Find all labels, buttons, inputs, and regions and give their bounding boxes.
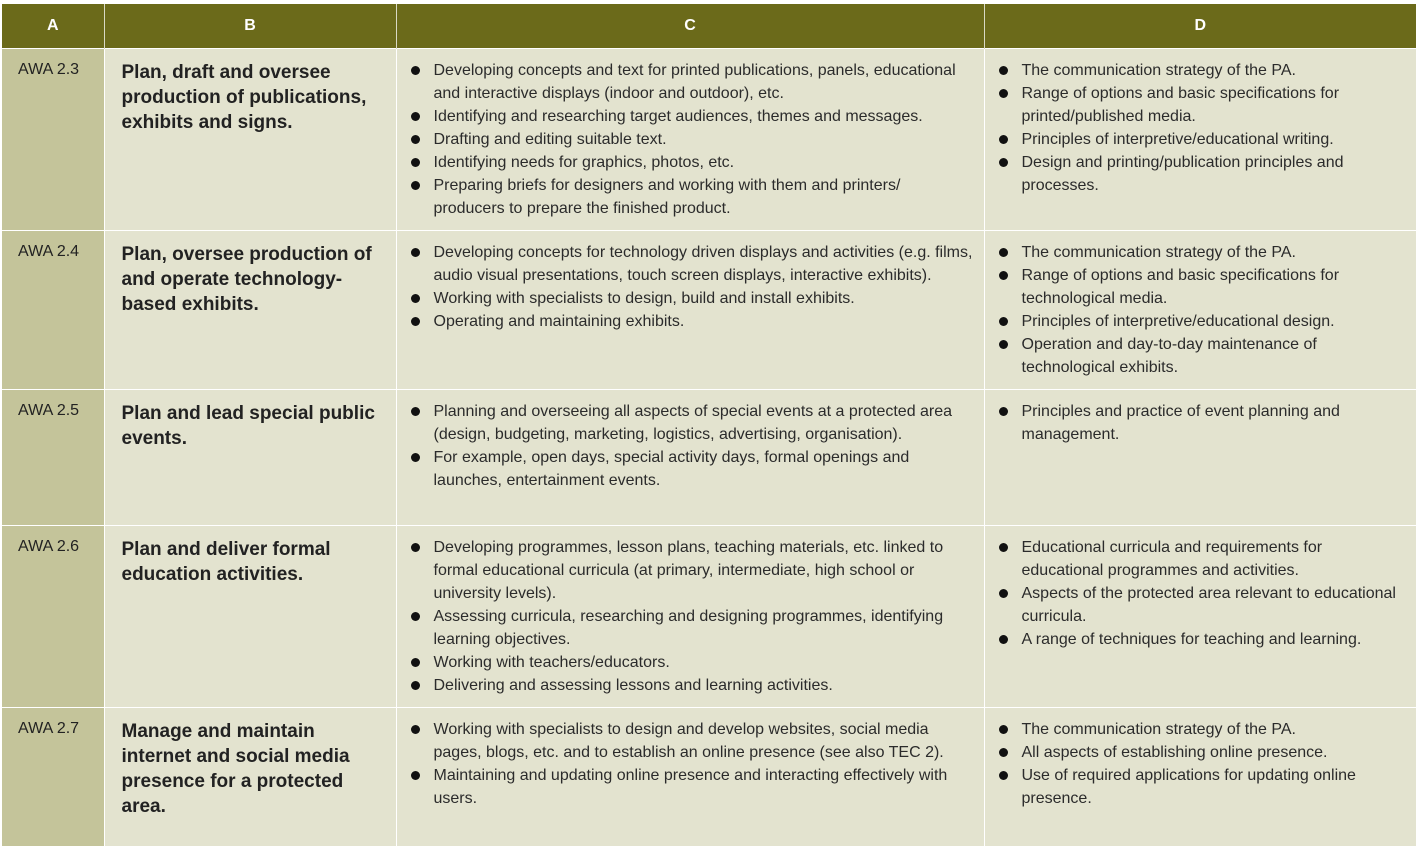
bullet-icon <box>411 181 420 190</box>
bullet-icon <box>999 635 1008 644</box>
bullet-icon <box>411 317 420 326</box>
activities-cell <box>396 49 984 231</box>
list-item: Maintaining and updating online presence and interacting effectively with users. <box>411 764 976 810</box>
row-code: AWA 2.5 <box>2 390 104 526</box>
row-title: Plan, oversee production of and operate technology-based exhibits. <box>104 231 396 390</box>
bullet-icon <box>411 158 420 167</box>
list-item: Developing programmes, lesson plans, teaching materials, etc. linked to formal educational curricula (at primary, intermediate, high school or university levels). <box>411 536 976 605</box>
knowledge-list <box>999 400 1409 446</box>
list-item: Assessing curricula, researching and designing programmes, identifying learning objectives. <box>411 605 976 651</box>
list-item: Design and printing/publication principles and processes. <box>999 151 1409 197</box>
list-item: Educational curricula and requirements for educational programmes and activities. <box>999 536 1409 582</box>
bullet-icon <box>999 748 1008 757</box>
header-col-c: C <box>396 4 984 49</box>
bullet-icon <box>999 407 1008 416</box>
bullet-icon <box>411 135 420 144</box>
bullet-icon <box>411 681 420 690</box>
knowledge-list <box>999 241 1409 379</box>
row-code: AWA 2.6 <box>2 526 104 708</box>
list-item: The communication strategy of the PA. <box>999 241 1409 264</box>
activities-cell <box>396 526 984 708</box>
list-item: All aspects of establishing online presence. <box>999 741 1409 764</box>
bullet-icon <box>999 589 1008 598</box>
list-item: Principles and practice of event planning and management. <box>999 400 1409 446</box>
bullet-icon <box>411 294 420 303</box>
knowledge-list <box>999 59 1409 197</box>
bullet-icon <box>411 612 420 621</box>
list-item: Use of required applications for updating online presence. <box>999 764 1409 810</box>
bullet-icon <box>999 248 1008 257</box>
knowledge-list <box>999 536 1409 651</box>
bullet-icon <box>999 543 1008 552</box>
list-item: Range of options and basic specifications for technological media. <box>999 264 1409 310</box>
list-item: Working with specialists to design and develop websites, social media pages, blogs, etc. and to establish an online presence (see also TEC 2). <box>411 718 976 764</box>
list-item: Drafting and editing suitable text. <box>411 128 976 151</box>
table-row <box>2 708 1416 846</box>
activities-list <box>411 536 976 697</box>
bullet-icon <box>411 771 420 780</box>
bullet-icon <box>999 158 1008 167</box>
bullet-icon <box>999 135 1008 144</box>
bullet-icon <box>411 112 420 121</box>
bullet-icon <box>999 66 1008 75</box>
activities-cell <box>396 708 984 846</box>
bullet-icon <box>411 248 420 257</box>
knowledge-list <box>999 718 1409 810</box>
row-title: Manage and maintain internet and social media presence for a protected area. <box>104 708 396 846</box>
bullet-icon <box>411 658 420 667</box>
list-item: Principles of interpretive/educational design. <box>999 310 1409 333</box>
knowledge-cell <box>984 49 1416 231</box>
bullet-icon <box>411 453 420 462</box>
table-body <box>2 49 1416 846</box>
list-item: Aspects of the protected area relevant to educational curricula. <box>999 582 1409 628</box>
list-item: Identifying and researching target audiences, themes and messages. <box>411 105 976 128</box>
header-col-b: B <box>104 4 396 49</box>
header-col-d: D <box>984 4 1416 49</box>
table-row <box>2 231 1416 390</box>
bullet-icon <box>999 340 1008 349</box>
bullet-icon <box>999 725 1008 734</box>
bullet-icon <box>411 407 420 416</box>
competency-table <box>2 4 1416 846</box>
list-item: Working with teachers/educators. <box>411 651 976 674</box>
list-item: Operating and maintaining exhibits. <box>411 310 976 333</box>
row-title: Plan, draft and oversee production of publications, exhibits and signs. <box>104 49 396 231</box>
bullet-icon <box>999 317 1008 326</box>
activities-list <box>411 400 976 492</box>
row-title: Plan and deliver formal education activities. <box>104 526 396 708</box>
activities-cell <box>396 231 984 390</box>
list-item: Identifying needs for graphics, photos, etc. <box>411 151 976 174</box>
knowledge-cell <box>984 390 1416 526</box>
table-row <box>2 526 1416 708</box>
list-item: Operation and day-to-day maintenance of technological exhibits. <box>999 333 1409 379</box>
list-item: Developing concepts and text for printed publications, panels, educational and interactive displays (indoor and outdoor), etc. <box>411 59 976 105</box>
list-item: Delivering and assessing lessons and learning activities. <box>411 674 976 697</box>
list-item: Principles of interpretive/educational writing. <box>999 128 1409 151</box>
row-code: AWA 2.7 <box>2 708 104 846</box>
knowledge-cell <box>984 708 1416 846</box>
activities-list <box>411 718 976 810</box>
bullet-icon <box>999 271 1008 280</box>
bullet-icon <box>411 725 420 734</box>
row-title: Plan and lead special public events. <box>104 390 396 526</box>
table-header <box>2 4 1416 49</box>
list-item: Preparing briefs for designers and working with them and printers/ producers to prepare the finished product. <box>411 174 976 220</box>
list-item: A range of techniques for teaching and learning. <box>999 628 1409 651</box>
list-item: The communication strategy of the PA. <box>999 718 1409 741</box>
activities-list <box>411 241 976 333</box>
list-item: Working with specialists to design, build and install exhibits. <box>411 287 976 310</box>
list-item: Planning and overseeing all aspects of special events at a protected area (design, budgeting, marketing, logistics, advertising, organisation). <box>411 400 976 446</box>
activities-cell <box>396 390 984 526</box>
table-row <box>2 49 1416 231</box>
list-item: For example, open days, special activity days, formal openings and launches, entertainment events. <box>411 446 976 492</box>
list-item: Range of options and basic specifications for printed/published media. <box>999 82 1409 128</box>
row-code: AWA 2.4 <box>2 231 104 390</box>
knowledge-cell <box>984 231 1416 390</box>
list-item: The communication strategy of the PA. <box>999 59 1409 82</box>
list-item: Developing concepts for technology driven displays and activities (e.g. films, audio visual presentations, touch screen displays, interactive exhibits). <box>411 241 976 287</box>
activities-list <box>411 59 976 220</box>
table-row <box>2 390 1416 526</box>
bullet-icon <box>411 543 420 552</box>
knowledge-cell <box>984 526 1416 708</box>
bullet-icon <box>999 771 1008 780</box>
bullet-icon <box>411 66 420 75</box>
header-col-a: A <box>2 4 104 49</box>
bullet-icon <box>999 89 1008 98</box>
row-code: AWA 2.3 <box>2 49 104 231</box>
